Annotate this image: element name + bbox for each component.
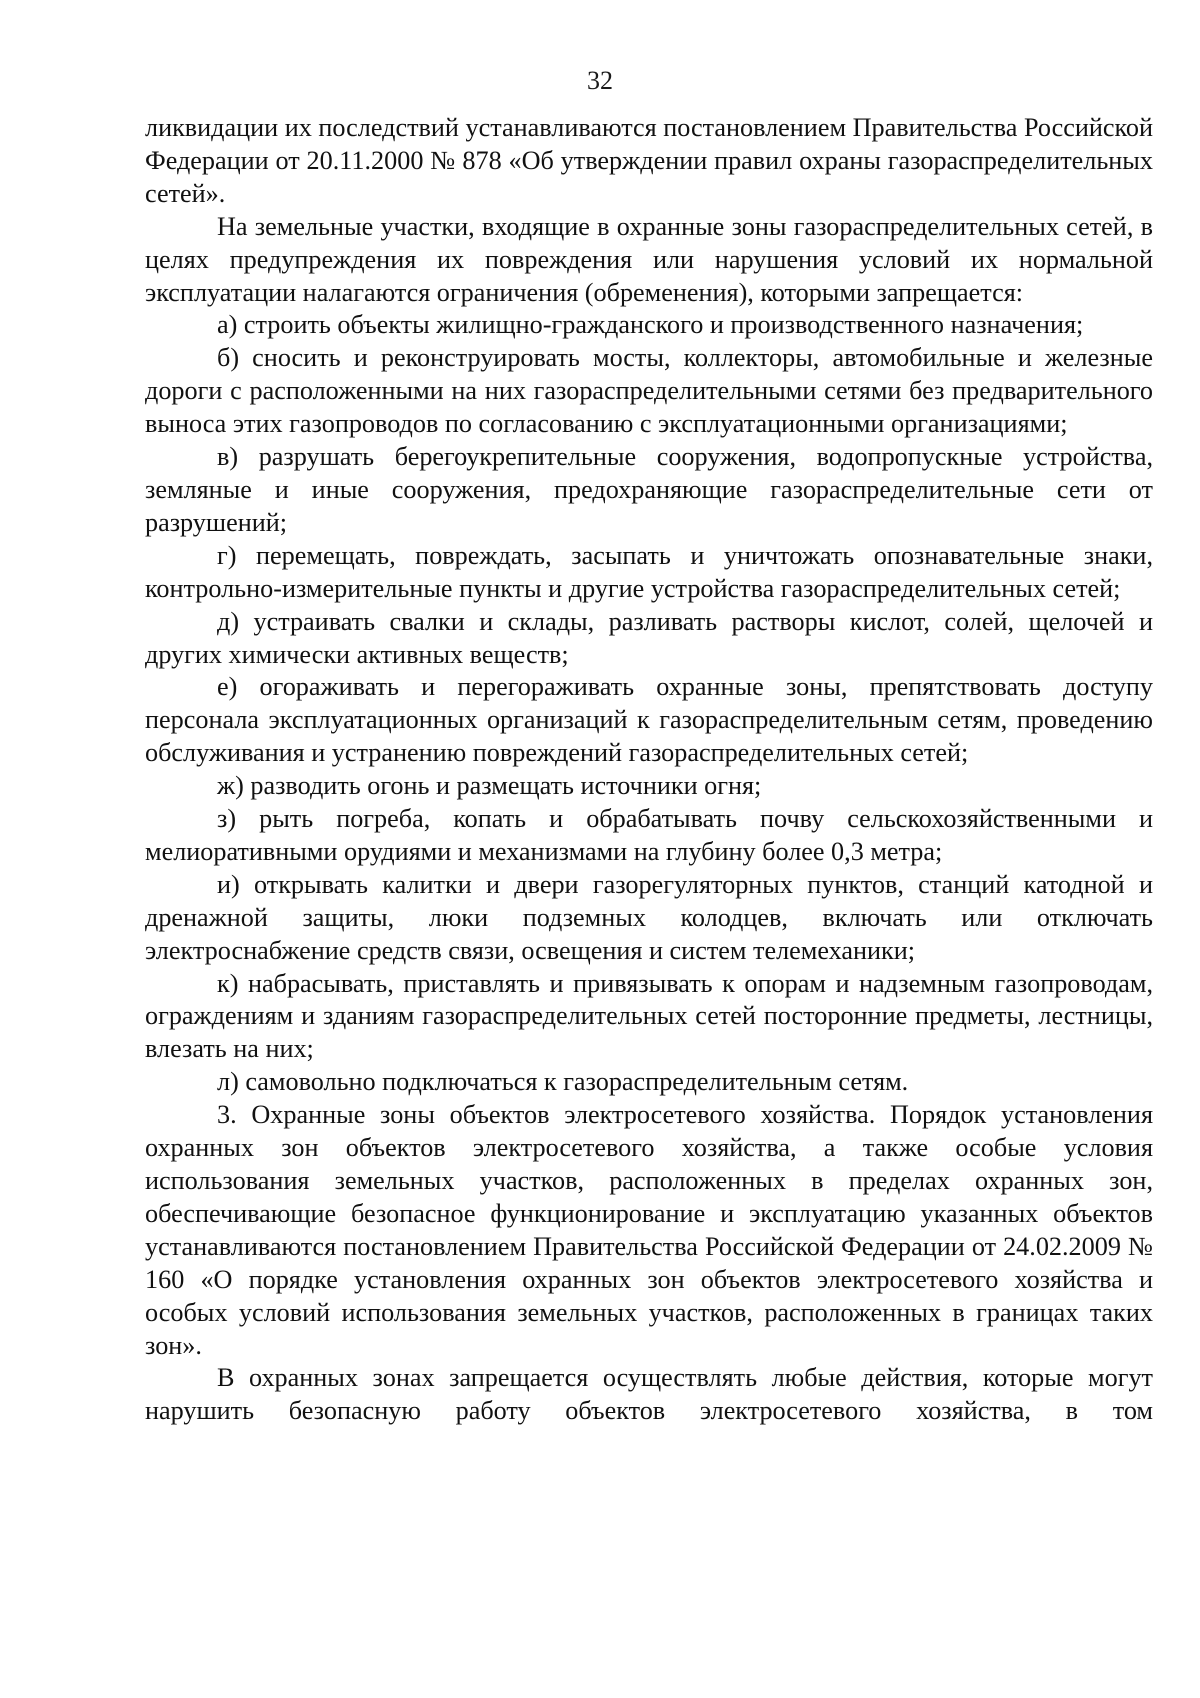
list-item: в) разрушать берегоукрепительные сооружения, водопропускные устройства, земляные и иные сооружения, предохраняющие газораспределительные сети от разрушений; (145, 442, 1153, 537)
section-paragraph: 3. Охранные зоны объектов электросетевого хозяйства. Порядок установления охранных зон объектов электросетевого хозяйства, а также особые условия использования земельных участков, расположенных в пределах охранных зон, обеспечивающие безопасное функционирование и эксплуатацию указанных объектов устанавливаются постановлением Правительства Российской Федерации от 24.02.2009 № 160 «О порядке установления охранных зон объектов электросетевого хозяйства и особых условий использования земельных участков, расположенных в границах таких зон». (145, 1100, 1153, 1360)
paragraph: На земельные участки, входящие в охранные зоны газораспределительных сетей, в целях предупреждения их повреждения или нарушения условий их нормальной эксплуатации налагаются ограничения (обременения), которыми запрещается: (145, 211, 1153, 307)
page-number: 32 (587, 66, 613, 95)
list-item: б) сносить и реконструировать мосты, коллекторы, автомобильные и железные дороги с расположенными на них газораспределительными сетями без предварительного выноса этих газопроводов по согласованию с эксплуатационными организациями; (145, 343, 1153, 439)
paragraph: В охранных зонах запрещается осуществлять любые действия, которые могут нарушить безопасную работу объектов электросетевого хозяйства, в том (145, 1363, 1153, 1426)
list-item: е) огораживать и перегораживать охранные зоны, препятствовать доступу персонала эксплуатационных организаций к газораспределительным сетям, проведению обслуживания и устранению повреждений газораспределительных сетей; (145, 672, 1153, 768)
list-item: з) рыть погреба, копать и обрабатывать почву сельскохозяйственными и мелиоративными орудиями и механизмами на глубину более 0,3 метра; (145, 804, 1153, 866)
list-item: д) устраивать свалки и склады, разливать растворы кислот, солей, щелочей и других химически активных веществ; (145, 606, 1153, 669)
document-body (145, 112, 1153, 1428)
list-item: ж) разводить огонь и размещать источники огня; (217, 771, 762, 801)
paragraph: ликвидации их последствий устанавливаются постановлением Правительства Российской Федерации от 20.11.2000 № 878 «Об утверждении правил охраны газораспределительных сетей». (145, 113, 1153, 208)
list-item: а) строить объекты жилищно-гражданского и производственного назначения; (217, 310, 1084, 340)
list-item: г) перемещать, повреждать, засыпать и уничтожать опознавательные знаки, контрольно-измерительные пункты и другие устройства газораспределительных сетей; (145, 540, 1153, 603)
list-item: и) открывать калитки и двери газорегуляторных пунктов, станций катодной и дренажной защиты, люки подземных колодцев, включать или отключать электроснабжение средств связи, освещения и систем телемеханики; (145, 869, 1153, 965)
list-item: к) набрасывать, приставлять и привязывать к опорам и надземным газопроводам, ограждениям и зданиям газораспределительных сетей посторонние предметы, лестницы, влезать на них; (145, 968, 1153, 1064)
list-item: л) самовольно подключаться к газораспределительным сетям. (217, 1067, 909, 1097)
